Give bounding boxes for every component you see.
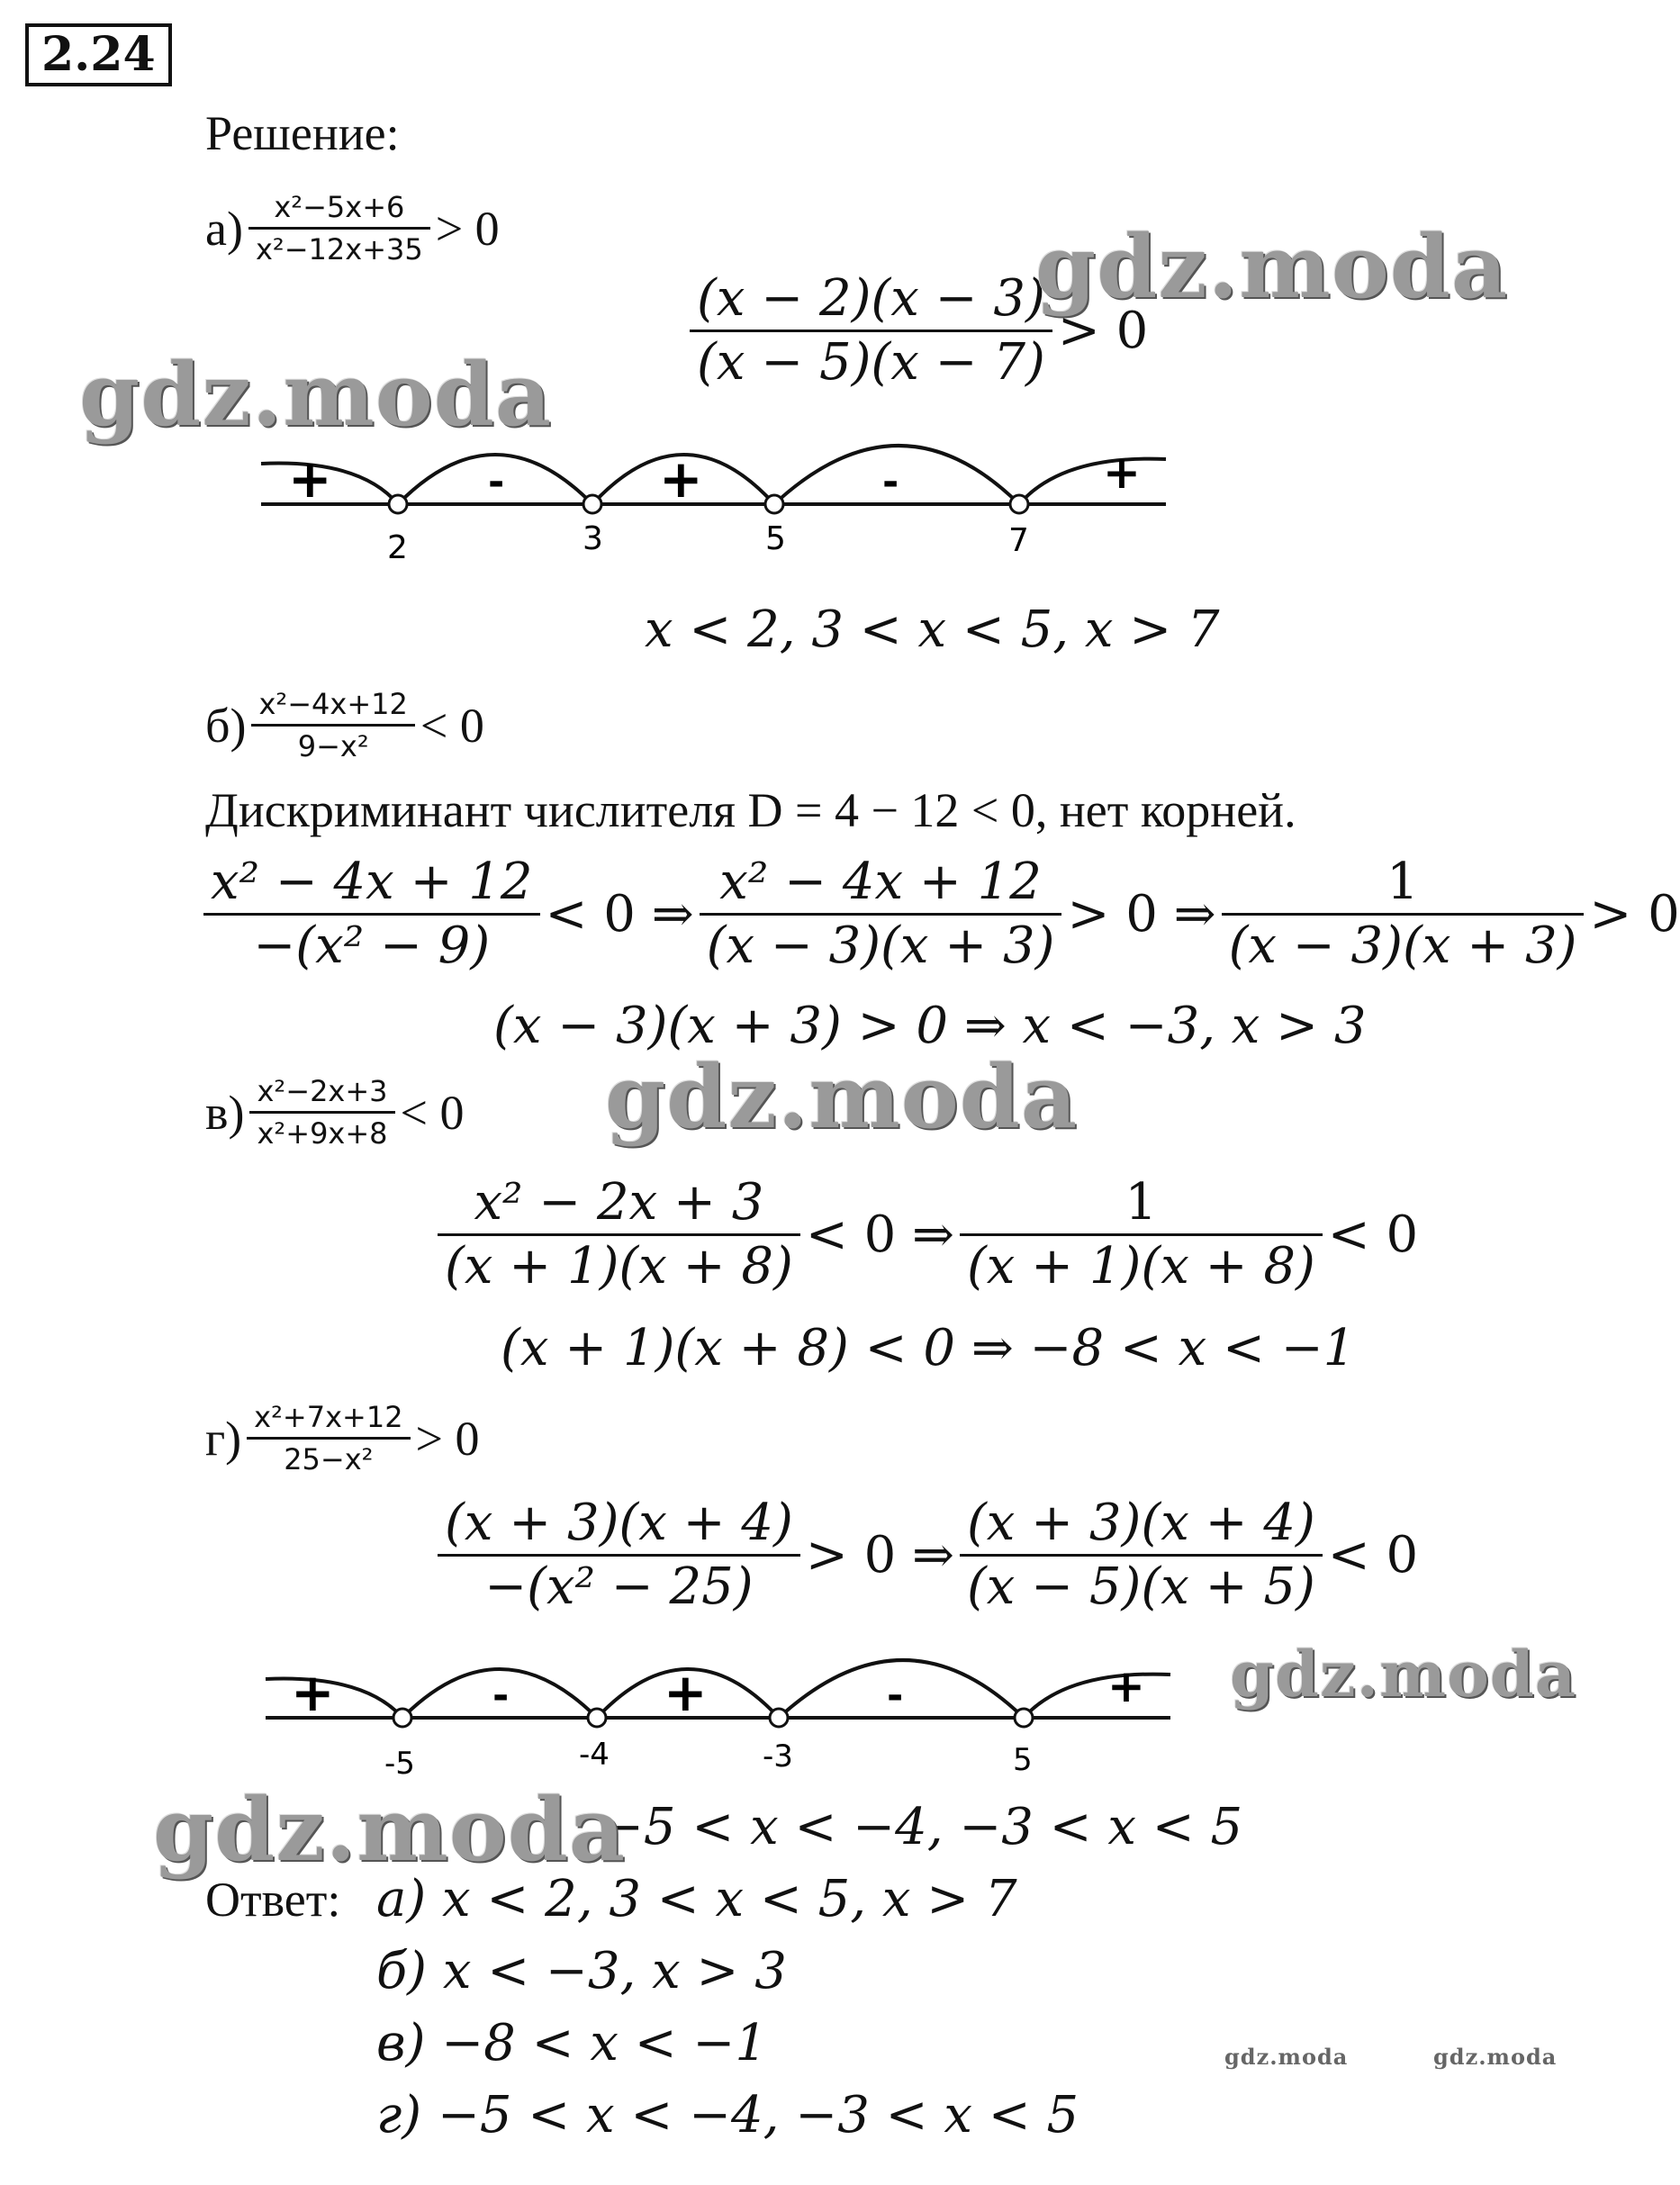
part-v-given [205, 1073, 465, 1151]
part-a-label: а) [205, 201, 243, 256]
solution-label: Решение: [205, 106, 400, 160]
sign-label: + [664, 1662, 708, 1723]
point-marker [770, 1709, 788, 1727]
part-v-s2-denominator: (x + 1)(x + 8) [966, 1237, 1315, 1296]
part-v-s2-relation: < 0 [1327, 1205, 1419, 1264]
part-a-factored-denominator: (x − 5)(x − 7) [697, 333, 1045, 392]
point-label: 2 [387, 529, 408, 566]
part-g-steps [432, 1494, 1418, 1616]
part-b-s2-relation: > 0 ⇒ [1067, 884, 1216, 944]
part-v-result: (x + 1)(x + 8) < 0 ⇒ −8 < x < −1 [501, 1319, 1356, 1377]
part-a-given-relation: > 0 [435, 201, 500, 256]
part-g-result: −5 < x < −4, −3 < x < 5 [601, 1798, 1243, 1856]
part-b-s3-relation: > 0 [1589, 884, 1680, 944]
sign-arc [1019, 459, 1166, 504]
watermark: gdz.moda [153, 1779, 627, 1881]
part-a-factored-numerator: (x − 2)(x − 3) [697, 269, 1045, 328]
point-label: -4 [579, 1737, 610, 1773]
part-g-label: г) [205, 1411, 242, 1466]
number-line-g [257, 1639, 1193, 1792]
part-g-s2-denominator: (x − 5)(x + 5) [966, 1557, 1315, 1616]
point-marker [765, 495, 783, 513]
part-b-given [205, 686, 484, 764]
part-a-given [205, 189, 500, 267]
part-v-s1-relation: < 0 ⇒ [805, 1205, 954, 1264]
sign-label: - [488, 459, 505, 505]
part-b-s3-numerator: 1 [1386, 853, 1419, 911]
part-v-steps [432, 1174, 1418, 1296]
sign-label: + [1103, 447, 1141, 499]
part-b-s1-numerator: x² − 4x + 12 [211, 853, 533, 911]
part-b-s1-denominator: −(x² − 9) [253, 916, 491, 975]
part-b-label: б) [205, 698, 247, 753]
part-g-given [205, 1399, 480, 1477]
part-b-given-numerator: x²−4x+12 [258, 687, 408, 721]
part-b-result: (x − 3)(x + 3) > 0 ⇒ x < −3, x > 3 [493, 997, 1367, 1055]
part-b-s2-numerator: x² − 4x + 12 [719, 853, 1042, 911]
part-g-s2-relation: < 0 [1327, 1525, 1419, 1585]
part-g-given-numerator: x²+7x+12 [254, 1400, 403, 1434]
sign-label: - [882, 459, 899, 505]
answer-g: г) −5 < x < −4, −3 < x < 5 [376, 2086, 1079, 2144]
part-g-given-denominator: 25−x² [284, 1442, 374, 1476]
sign-label: + [659, 448, 703, 510]
part-g-given-relation: > 0 [415, 1411, 480, 1466]
part-b-steps [198, 853, 1680, 975]
part-g-s1-relation: > 0 ⇒ [805, 1525, 954, 1585]
part-b-s2-denominator: (x − 3)(x + 3) [706, 916, 1055, 975]
watermark: gdz.moda [1433, 2044, 1558, 2070]
watermark: gdz.moda [1035, 216, 1509, 318]
answer-b: б) x < −3, x > 3 [376, 1942, 787, 2000]
part-v-s1-denominator: (x + 1)(x + 8) [445, 1237, 793, 1296]
part-g-s1-denominator: −(x² − 25) [484, 1557, 754, 1616]
part-v-given-numerator: x²−2x+3 [257, 1074, 388, 1108]
part-v-label: в) [205, 1085, 245, 1140]
watermark: gdz.moda [1230, 1637, 1577, 1711]
part-a-factored-relation: > 0 [1057, 301, 1149, 360]
part-v-given-relation: < 0 [400, 1085, 465, 1140]
watermark: gdz.moda [1224, 2044, 1349, 2070]
sign-label: + [288, 448, 332, 510]
part-g-s1-numerator: (x + 3)(x + 4) [445, 1494, 793, 1552]
point-marker [1015, 1709, 1033, 1727]
point-label: 5 [765, 520, 786, 557]
part-b-discriminant: Дискриминант числителя D = 4 − 12 < 0, нет корней. [205, 783, 1296, 837]
point-marker [393, 1709, 411, 1727]
number-line-a [252, 423, 1188, 585]
part-a-result: x < 2, 3 < x < 5, x > 7 [645, 600, 1220, 659]
point-marker [588, 1709, 606, 1727]
answer-v: в) −8 < x < −1 [376, 2014, 767, 2072]
answer-a: а) x < 2, 3 < x < 5, x > 7 [376, 1870, 1017, 1928]
point-label: 7 [1008, 522, 1029, 559]
part-v-s2-numerator: 1 [1125, 1173, 1158, 1232]
point-label: -3 [763, 1738, 793, 1774]
part-b-s3-denominator: (x − 3)(x + 3) [1228, 916, 1577, 975]
part-v-s1-numerator: x² − 2x + 3 [474, 1173, 764, 1232]
point-label: 3 [583, 520, 603, 557]
part-a-given-denominator: x²−12x+35 [255, 232, 423, 266]
watermark: gdz.moda [605, 1046, 1079, 1148]
watermark: gdz.moda [79, 344, 553, 446]
sign-arc [1024, 1675, 1170, 1718]
point-marker [389, 495, 407, 513]
part-b-given-denominator: 9−x² [297, 729, 369, 763]
point-label: 5 [1013, 1742, 1033, 1778]
point-marker [583, 495, 601, 513]
sign-label: + [1107, 1660, 1145, 1712]
sign-label: - [887, 1673, 904, 1719]
part-b-given-relation: < 0 [420, 698, 484, 753]
sign-label: + [291, 1662, 335, 1723]
part-g-s2-numerator: (x + 3)(x + 4) [966, 1494, 1315, 1552]
part-b-s1-relation: < 0 ⇒ [545, 884, 694, 944]
part-v-given-denominator: x²+9x+8 [257, 1116, 388, 1151]
point-label: -5 [384, 1746, 415, 1782]
answer-label: Ответ: [205, 1873, 341, 1927]
sign-label: - [492, 1673, 510, 1719]
part-a-given-numerator: x²−5x+6 [274, 190, 405, 224]
problem-number: 2.24 [25, 23, 172, 86]
point-marker [1010, 495, 1028, 513]
